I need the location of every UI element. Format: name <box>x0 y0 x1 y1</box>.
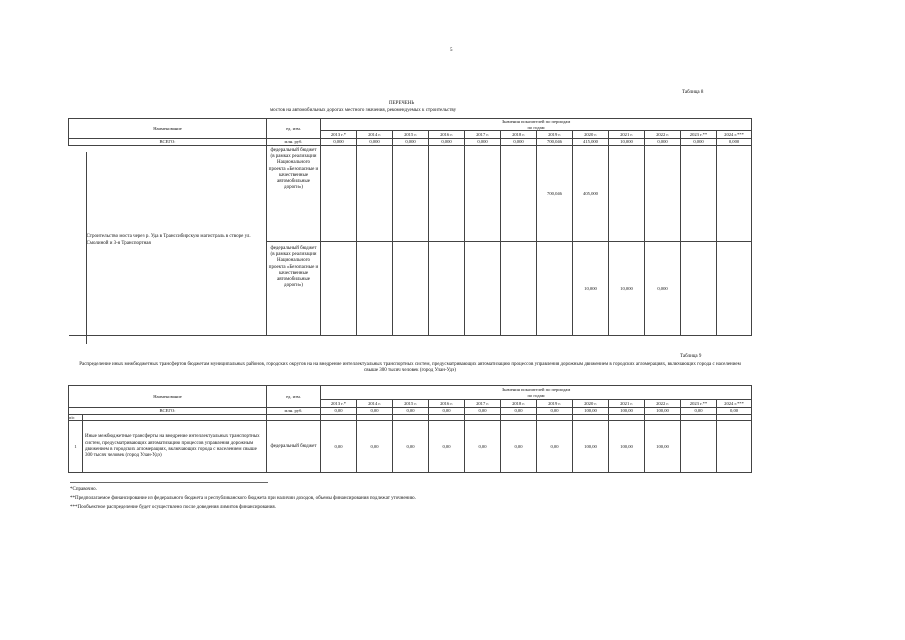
table9-label: Таблица 9 <box>680 354 702 359</box>
t8-col-values: Значения показателей по периодам <box>321 119 752 125</box>
t9-total-value: 100,00 <box>573 408 609 415</box>
t9-item-value <box>717 421 752 473</box>
t8-source2-value <box>321 242 357 336</box>
t9-total-value: 0,00 <box>681 408 717 415</box>
t8-total-value: 700,046 <box>537 139 573 146</box>
t8-source-1: федеральный бюджет (в рамках реализации Национального проекта «Безопасные и качественные автомобильные дороги») <box>267 146 321 242</box>
t8-source-2: федеральный бюджет (в рамках реализации Национального проекта «Безопасные и качественные автомобильные дороги») <box>267 242 321 336</box>
t8-source1-value <box>681 146 717 242</box>
t9-item-value <box>681 421 717 473</box>
t9-rownum-header: п/п <box>69 415 83 421</box>
t9-item-value: 0,00 <box>321 421 357 473</box>
t9-total-value: 100,00 <box>609 408 645 415</box>
t9-col-values: Значения показателей по периодам <box>321 386 752 393</box>
t8-total-value: 0,000 <box>429 139 465 146</box>
t8-source2-value <box>501 242 537 336</box>
t9-year: 2021 г. <box>609 400 645 408</box>
t9-total-unit: млн. руб. <box>267 408 321 415</box>
t9-item-value: 0,00 <box>393 421 429 473</box>
t9-item-value: 100,00 <box>609 421 645 473</box>
t8-source1-value <box>609 146 645 242</box>
t9-total-value: 0,00 <box>537 408 573 415</box>
t8-source1-value <box>501 146 537 242</box>
t8-total-value: 0,000 <box>393 139 429 146</box>
t9-year: 2017 г. <box>465 400 501 408</box>
t9-item-name: Иные межбюджетные трансферты на внедрение интеллектуальных транспортных систем, предусматривающих автоматизацию процессов управления дорожным движением в городских агломерациях, включающих города с населением свыше 300 тысяч человек (город Улан-Удэ) <box>83 421 267 473</box>
t9-year: 2015 г. <box>393 400 429 408</box>
t9-total-value: 0,00 <box>465 408 501 415</box>
t8-inner-rule <box>86 152 87 344</box>
t9-year: 2014 г. <box>357 400 393 408</box>
page-number: 5 <box>450 48 453 53</box>
t9-item-value: 0,00 <box>501 421 537 473</box>
footnote-1: *Справочно. <box>70 487 97 492</box>
footnote-3: ***Пообъектное распределение будет осуществлено после доведения лимитов финансирования. <box>70 505 276 510</box>
table8-subtitle: мостов на автомобильных дорогах местного значения, рекомендуемых к строительству <box>270 108 457 113</box>
t9-total-label: ВСЕГО: <box>69 408 267 415</box>
t9-year: 2022 г. <box>645 400 681 408</box>
table8 <box>68 118 752 336</box>
t8-source2-value <box>465 242 501 336</box>
t9-item-source: федеральный бюджет <box>267 421 321 473</box>
t9-year: 2013 г.* <box>321 400 357 408</box>
t8-source2-value <box>393 242 429 336</box>
t9-item-value: 0,00 <box>357 421 393 473</box>
t8-source2-value <box>537 242 573 336</box>
t8-source1-value: 405,000 <box>573 146 609 242</box>
t9-item-value: 0,00 <box>537 421 573 473</box>
t8-col-years: по годам <box>321 125 752 131</box>
t8-total-label: ВСЕГО: <box>69 139 267 146</box>
t8-object-name-text: Строительство моста через р. Уда в Транссибирскую магистраль в створе ул. Смолиной и 3-я Транспортная <box>86 234 251 246</box>
t8-year: 2018 г. <box>501 131 537 139</box>
t8-source1-value <box>465 146 501 242</box>
t8-source1-value <box>393 146 429 242</box>
t8-year: 2014 г. <box>357 131 393 139</box>
t8-year: 2023 г.** <box>681 131 717 139</box>
t8-total-value: 0,000 <box>501 139 537 146</box>
t9-col-name: Наименование <box>69 386 267 408</box>
t8-total-value: 0,000 <box>321 139 357 146</box>
t9-year: 2023 г.** <box>681 400 717 408</box>
t9-year: 2024 г.*** <box>717 400 752 408</box>
t8-year: 2017 г. <box>465 131 501 139</box>
t9-total-value: 0,00 <box>393 408 429 415</box>
table9 <box>68 385 752 473</box>
t8-source2-value <box>681 242 717 336</box>
t9-total-value: 0,00 <box>429 408 465 415</box>
t8-source1-value <box>717 146 752 242</box>
t9-year: 2020 г. <box>573 400 609 408</box>
t8-total-value: 10,000 <box>609 139 645 146</box>
t8-col-name: Наименование <box>69 119 267 139</box>
t8-source2-value <box>429 242 465 336</box>
t9-total-value: 0,00 <box>501 408 537 415</box>
footnote-2: **Предполагаемое финансирование из федерального бюджета и республиканского бюджета при наличии доходов, объемы финансирования подлежат уточнению. <box>70 496 416 501</box>
t9-col-years: по годам <box>321 393 752 400</box>
t9-col-unit: ед. изм. <box>267 386 321 408</box>
t8-total-value: 0,000 <box>465 139 501 146</box>
t8-total-unit: млн. руб. <box>267 139 321 146</box>
t9-year: 2019 г. <box>537 400 573 408</box>
t8-year: 2015 г. <box>393 131 429 139</box>
t8-year: 2013 г.* <box>321 131 357 139</box>
t9-total-value: 0,00 <box>357 408 393 415</box>
t8-total-value: 415,000 <box>573 139 609 146</box>
t9-total-value: 100,00 <box>645 408 681 415</box>
t8-total-value: 0,000 <box>717 139 752 146</box>
t9-total-value: 0,00 <box>321 408 357 415</box>
t8-col-unit: ед. изм. <box>267 119 321 139</box>
table8-label: Таблица 8 <box>682 90 704 95</box>
t8-source1-value: 700,046 <box>537 146 573 242</box>
table9-title: Распределение иных межбюджетных трансфертов бюджетам муниципальных районов, городских округов на на внедрение интеллектуальных транспортных систем, предусматривающих автоматизацию процессов управления дорожным движением в городских агломерациях, включающих города с населением свыше 300 тысяч человек (город Улан-Удэ) <box>79 362 741 374</box>
t9-item-value: 100,00 <box>573 421 609 473</box>
t8-year: 2021 г. <box>609 131 645 139</box>
table8-title: ПЕРЕЧЕНЬ <box>389 101 415 106</box>
t9-item-value: 0,00 <box>465 421 501 473</box>
t8-source1-value <box>429 146 465 242</box>
t8-source1-value <box>645 146 681 242</box>
t8-year: 2024 г.*** <box>717 131 752 139</box>
t8-source2-value: 10,000 <box>609 242 645 336</box>
t8-year: 2022 г. <box>645 131 681 139</box>
t8-source1-value <box>321 146 357 242</box>
t9-item-value: 0,00 <box>429 421 465 473</box>
t8-source2-value: 10,000 <box>573 242 609 336</box>
t8-total-value: 0,000 <box>645 139 681 146</box>
t8-total-value: 0,000 <box>357 139 393 146</box>
t8-source1-value <box>357 146 393 242</box>
t9-year: 2018 г. <box>501 400 537 408</box>
t8-total-value: 0,000 <box>681 139 717 146</box>
t8-source2-value: 0,000 <box>645 242 681 336</box>
t9-rownum: 1 <box>69 421 83 473</box>
t8-year: 2019 г. <box>537 131 573 139</box>
t8-source2-value <box>717 242 752 336</box>
t8-source2-value <box>357 242 393 336</box>
t8-object-name <box>69 146 267 336</box>
t9-total-value: 0,00 <box>717 408 752 415</box>
t8-year: 2016 г. <box>429 131 465 139</box>
t9-year: 2016 г. <box>429 400 465 408</box>
t8-year: 2020 г. <box>573 131 609 139</box>
t9-item-value: 100,00 <box>645 421 681 473</box>
footnote-separator <box>70 482 268 483</box>
